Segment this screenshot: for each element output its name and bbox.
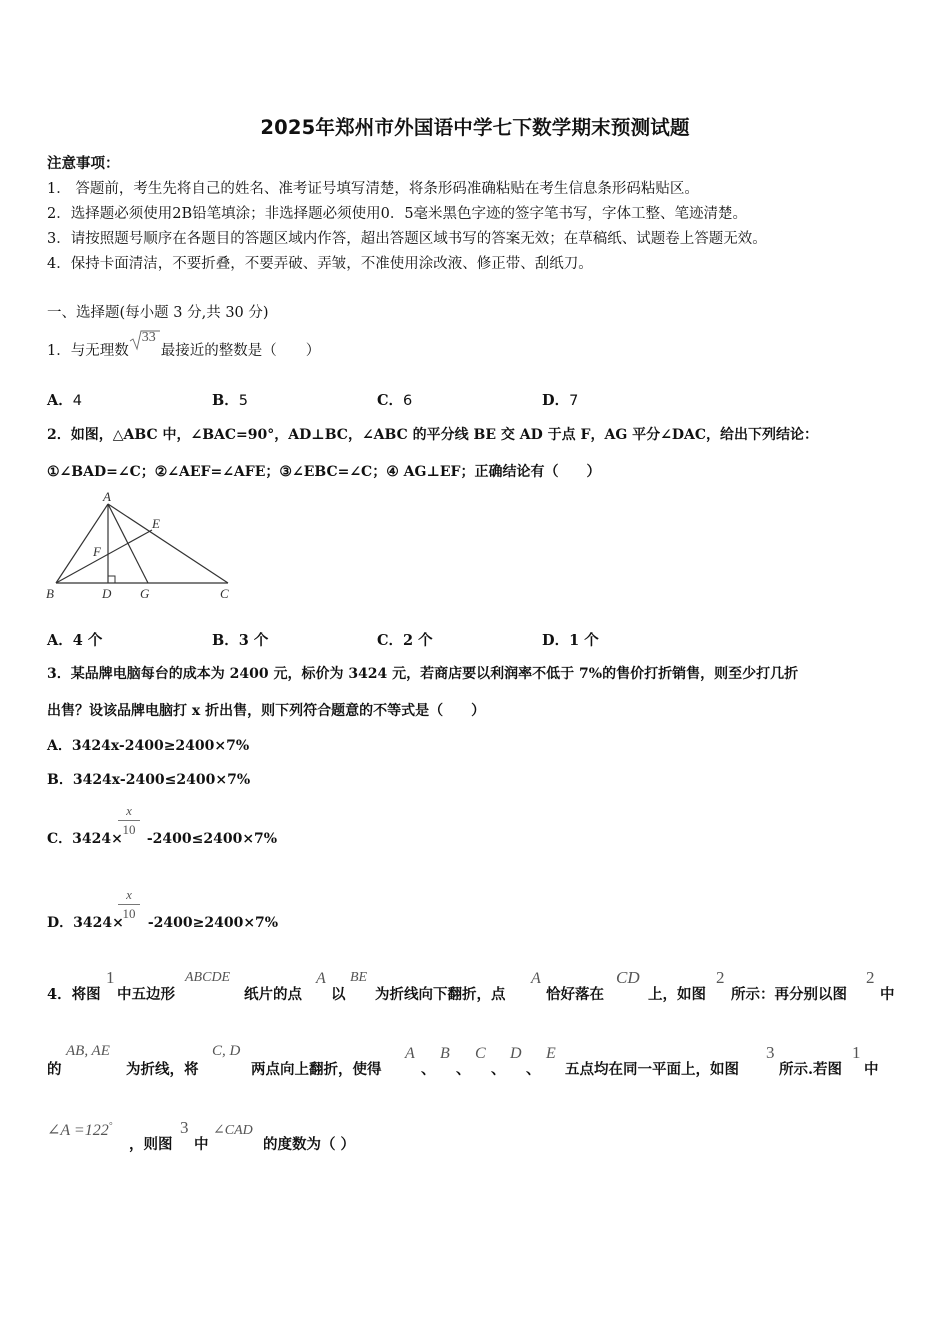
notice-heading: 注意事项： bbox=[47, 155, 120, 172]
notice-item: 1． 答题前，考生先将自己的姓名、准考证号填写清楚，将条形码准确粘贴在考生信息条形码粘贴区。 bbox=[47, 181, 699, 197]
q1-prefix: 1．与无理数 bbox=[47, 343, 129, 359]
q3-option-d[interactable]: D．3424× -2400≥2400×7% bbox=[47, 915, 279, 931]
label-f: F bbox=[93, 544, 101, 559]
notice-item: 3．请按照题号顺序在各题目的答题区域内作答，超出答题区域书写的答案无效；在草稿纸、试题卷上答题无效。 bbox=[47, 231, 767, 247]
question-3-line1: 3．某品牌电脑每台的成本为 2400 元，标价为 3424 元，若商店要以利润率不低于 7%的售价打折销售，则至少打几折 bbox=[47, 666, 799, 682]
q2-option-a[interactable]: A．4 个 bbox=[47, 632, 103, 649]
notice-item: 2．选择题必须使用2B铅笔填涂；非选择题必须使用0．5毫米黑色字迹的签字笔书写，字体工整、笔迹清楚。 bbox=[47, 206, 748, 222]
fraction-x-over-10: x 10 bbox=[118, 803, 140, 838]
notice-item: 4．保持卡面清洁，不要折叠，不要弄破、弄皱，不准使用涂改液、修正带、刮纸刀。 bbox=[47, 256, 593, 272]
sqrt-radicand: 33 bbox=[141, 330, 156, 345]
q2-option-d[interactable]: D．1 个 bbox=[542, 632, 599, 649]
question-2-line2: ①∠BAD=∠C；②∠AEF=∠AFE；③∠EBC=∠C；④ AG⊥EF；正确结论有（ ） bbox=[47, 464, 601, 480]
q2-option-b[interactable]: B．3 个 bbox=[212, 632, 269, 649]
section-heading: 一、选择题(每小题 3 分,共 30 分) bbox=[47, 305, 269, 321]
fraction-x-over-10: x 10 bbox=[118, 887, 140, 922]
q1-option-b[interactable]: B．5 bbox=[212, 392, 248, 409]
q3-option-b[interactable]: B．3424x-2400≤2400×7% bbox=[47, 772, 251, 788]
label-a: A bbox=[103, 489, 111, 504]
q1-option-c[interactable]: C．6 bbox=[377, 392, 413, 409]
q2-option-c[interactable]: C．2 个 bbox=[377, 632, 433, 649]
sqrt-expression bbox=[129, 330, 161, 355]
q3-option-c[interactable]: C．3424× -2400≤2400×7% bbox=[47, 831, 278, 847]
right-angle-mark bbox=[108, 576, 115, 583]
label-e: E bbox=[152, 516, 160, 531]
label-c: C bbox=[220, 586, 229, 601]
segment-ac bbox=[108, 504, 228, 583]
q1-option-a[interactable]: A．4 bbox=[47, 392, 82, 409]
q3-option-a[interactable]: A．3424x-2400≥2400×7% bbox=[47, 738, 250, 754]
question-1 bbox=[47, 330, 321, 360]
q1-suffix: 最接近的整数是（ ） bbox=[160, 343, 321, 359]
label-b: B bbox=[46, 586, 54, 601]
label-d: D bbox=[102, 586, 112, 601]
page-title: 2025年郑州市外国语中学七下数学期末预测试题 bbox=[260, 116, 690, 139]
question-2-line1: 2．如图，△ABC 中，∠BAC=90°，AD⊥BC，∠ABC 的平分线 BE 交 AD 于点 F，AG 平分∠DAC，给出下列结论： bbox=[47, 427, 819, 443]
q1-option-d[interactable]: D．7 bbox=[542, 392, 579, 409]
label-g: G bbox=[140, 586, 150, 601]
question-3-line2: 出售？设该品牌电脑打 x 折出售，则下列符合题意的不等式是（ ） bbox=[47, 703, 486, 719]
segment-be bbox=[56, 530, 152, 583]
triangle-figure bbox=[42, 488, 242, 608]
